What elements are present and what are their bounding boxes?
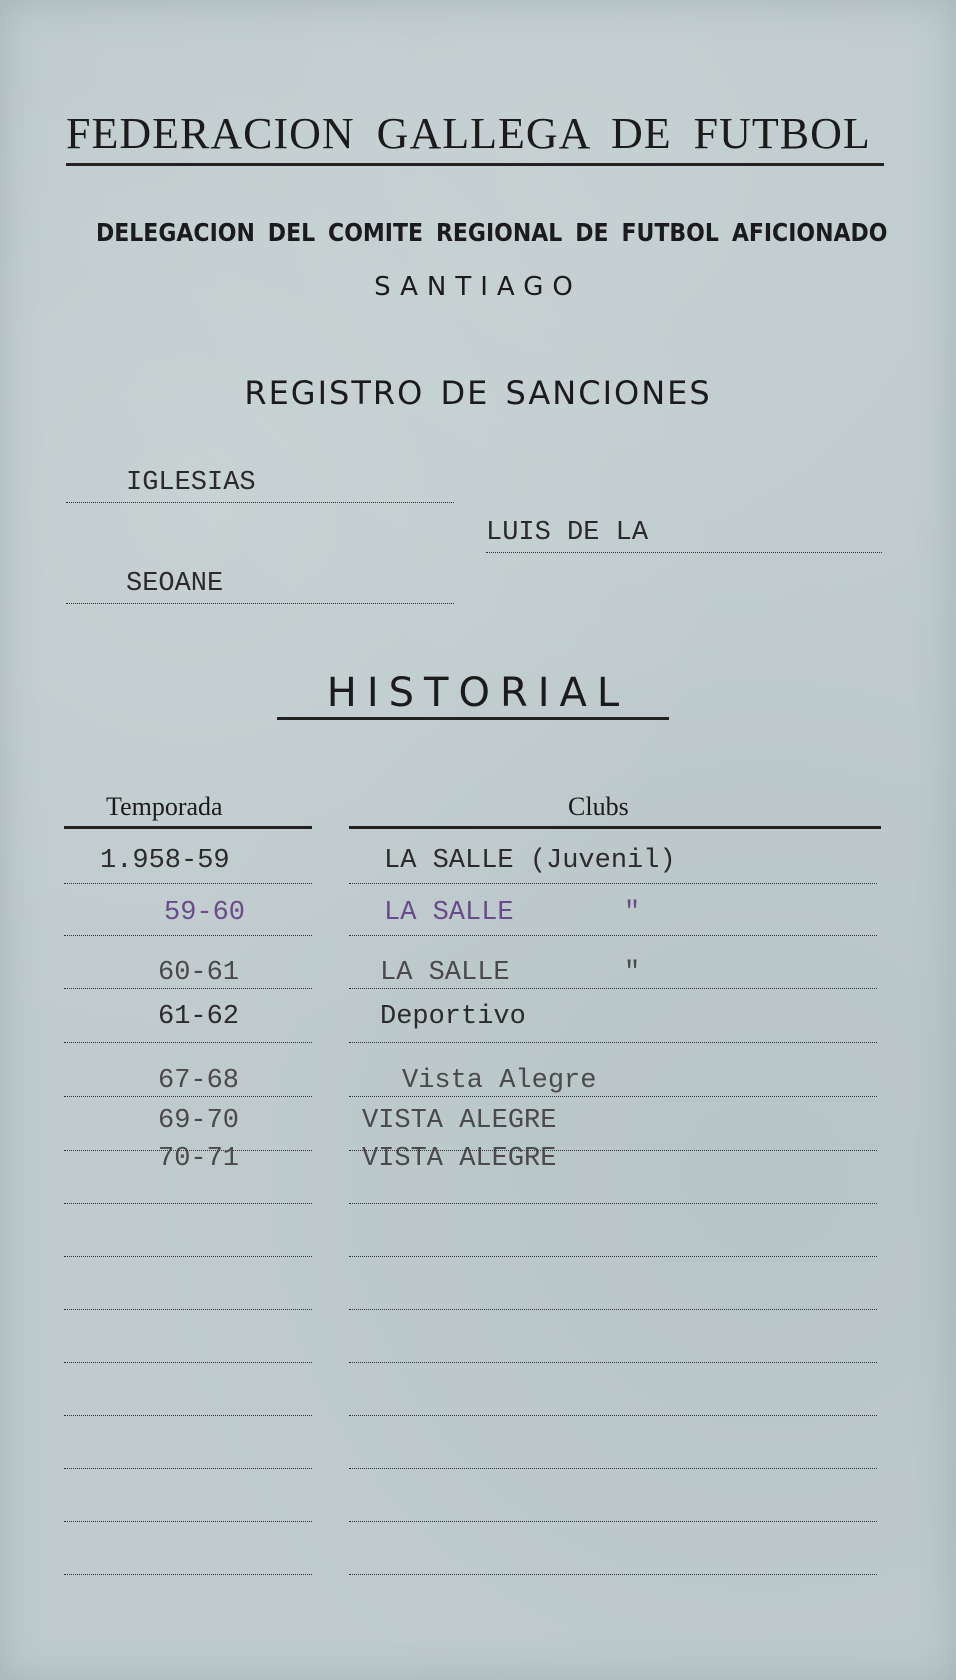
- delegation-heading: DELEGACION DEL COMITE REGIONAL DE FUTBOL AFICIONADO: [96, 218, 888, 247]
- row-4-season: 61-62: [158, 1002, 240, 1032]
- row-6-club: VISTA ALEGRE: [362, 1106, 557, 1136]
- row-2-club: LA SALLE: [384, 898, 514, 928]
- season-header-rule: [64, 826, 312, 829]
- season-rule-line: [64, 883, 312, 884]
- season-rule-line: [64, 1521, 312, 1522]
- historial-underline: [277, 717, 669, 720]
- clubs-rule-line: [349, 1521, 877, 1522]
- season-rule-line: [64, 1574, 312, 1575]
- season-rule-line: [64, 1096, 312, 1097]
- row-1-season: 1.958-59: [100, 846, 230, 876]
- row-3-ditto: ": [624, 958, 641, 988]
- row-2-ditto: ": [624, 898, 641, 928]
- row-1-club: LA SALLE (Juvenil): [384, 846, 676, 876]
- given-name-value: LUIS DE LA: [486, 518, 649, 548]
- clubs-rule-line: [349, 988, 877, 989]
- season-rule-line: [64, 1362, 312, 1363]
- season-column-header: Temporada: [106, 792, 223, 821]
- season-rule-line: [64, 1309, 312, 1310]
- row-5-season: 67-68: [158, 1066, 240, 1096]
- clubs-rule-line: [349, 1574, 877, 1575]
- row-7-season: 70-71: [158, 1144, 240, 1174]
- surname2-field: [66, 569, 454, 604]
- surname1-value: IGLESIAS: [126, 468, 256, 498]
- clubs-rule-line: [349, 1468, 877, 1469]
- clubs-rule-line: [349, 1096, 877, 1097]
- season-rule-line: [64, 1256, 312, 1257]
- season-rule-line: [64, 1468, 312, 1469]
- season-rule-line: [64, 988, 312, 989]
- title-underline: [66, 163, 884, 166]
- clubs-column-header: Clubs: [568, 792, 629, 821]
- row-6-season: 69-70: [158, 1106, 240, 1136]
- historial-heading: HISTORIAL: [326, 670, 630, 716]
- clubs-rule-line: [349, 1309, 877, 1310]
- city-heading: SANTIAGO: [374, 272, 582, 302]
- clubs-rule-line: [349, 1256, 877, 1257]
- season-rule-line: [64, 935, 312, 936]
- season-rule-line: [64, 1415, 312, 1416]
- row-5-club: Vista Alegre: [402, 1066, 597, 1096]
- season-rule-line: [64, 1203, 312, 1204]
- row-3-club: LA SALLE: [380, 958, 510, 988]
- row-4-club: Deportivo: [380, 1002, 526, 1032]
- row-7-club: VISTA ALEGRE: [362, 1144, 557, 1174]
- clubs-rule-line: [349, 1042, 877, 1043]
- season-rule-line: [64, 1042, 312, 1043]
- clubs-rule-line: [349, 935, 877, 936]
- clubs-rule-line: [349, 1415, 877, 1416]
- row-2-season: 59-60: [164, 898, 246, 928]
- surname2-value: SEOANE: [126, 569, 224, 599]
- given-name-field: [486, 518, 882, 553]
- clubs-rule-line: [349, 883, 877, 884]
- surname1-field: [66, 468, 454, 503]
- clubs-rule-line: [349, 1362, 877, 1363]
- clubs-rule-line: [349, 1203, 877, 1204]
- register-heading: REGISTRO DE SANCIONES: [244, 374, 712, 412]
- clubs-header-rule: [349, 826, 881, 829]
- federation-title: FEDERACION GALLEGA DE FUTBOL: [66, 109, 871, 158]
- row-3-season: 60-61: [158, 958, 240, 988]
